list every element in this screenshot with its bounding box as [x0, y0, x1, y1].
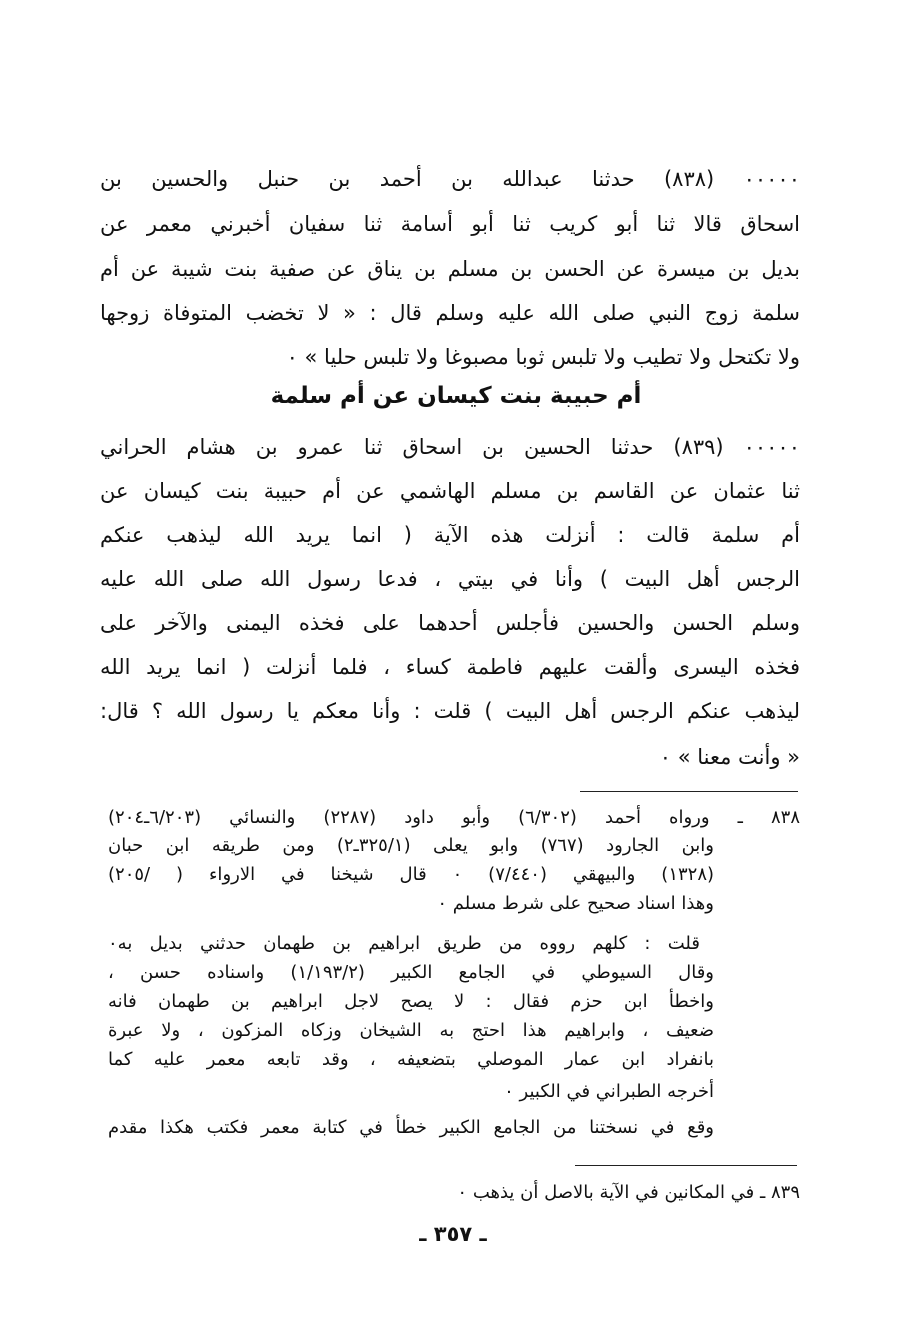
footnote-final-line: وقع في نسختنا من الجامع الكبير خطأ في كتابة معمر فكتب هكذا مقدم [108, 1117, 714, 1138]
footnote-line: وهذا اسناد صحيح على شرط مسلم ٠ [437, 893, 714, 914]
section-heading: أم حبيبة بنت كيسان عن أم سلمة [270, 383, 642, 409]
footnote-839: ٨٣٩ ـ في المكانين في الآية بالاصل أن يذهب ٠ [457, 1182, 800, 1203]
hadith-838-line: بديل بن ميسرة عن الحسن بن مسلم بن يناق عن صفية بنت شيبة عن أم [100, 257, 800, 281]
hadith-839-line: الرجس أهل البيت ) وأنا في بيتي ، فدعا رسول الله صلى الله عليه [100, 567, 800, 591]
footnote-note-line: وقال السيوطي في الجامع الكبير (١/١٩٣/٢) واسناده حسن ، [108, 962, 714, 983]
hadith-839-line: « وأنت معنا » ٠ [659, 745, 800, 769]
footnote-line: وابن الجارود (٧٦٧) وابو يعلى (٣٢٥/١ـ٢) ومن طريقه ابن حبان [108, 835, 714, 856]
hadith-838-line: سلمة زوج النبي صلى الله عليه وسلم قال : « لا تخضب المتوفاة زوجها [100, 301, 800, 325]
hadith-838-line: ٠٠٠٠٠ (٨٣٨) حدثنا عبدالله بن أحمد بن حنبل والحسين بن [100, 167, 800, 191]
footnote-divider-2 [575, 1165, 797, 1166]
hadith-839-line: وسلم الحسن والحسين فأجلس أحدهما على فخذه اليمنى والآخر على [100, 611, 800, 635]
footnote-line: (١٣٢٨) والبيهقي (٧/٤٤٠) ٠ قال شيخنا في الارواء ( /٢٠٥) [108, 864, 715, 885]
hadith-838-line: ولا تكتحل ولا تطيب ولا تلبس ثوبا مصبوغا ولا تلبس حليا » ٠ [286, 345, 800, 369]
footnote-note-line: أخرجه الطبراني في الكبير ٠ [504, 1081, 714, 1102]
hadith-839-line: ليذهب عنكم الرجس أهل البيت ) قلت : وأنا معكم يا رسول الله ؟ قال: [100, 699, 800, 723]
footnote-divider [580, 791, 798, 792]
hadith-839-line: فخذه اليسرى وألقت عليهم فاطمة كساء ، فلما أنزلت ( انما يريد الله [100, 655, 800, 679]
footnote-note-line: قلت : كلهم رووه من طريق ابراهيم بن طهمان حدثني بديل به٠ [108, 933, 700, 954]
page-number: ـ ٣٥٧ ـ [419, 1222, 487, 1246]
hadith-839-line: ٠٠٠٠٠ (٨٣٩) حدثنا الحسين بن اسحاق ثنا عمرو بن هشام الحراني [100, 435, 800, 459]
footnote-note-line: ضعيف ، وابراهيم هذا احتج به الشيخان وزكاه المزكون ، ولا عبرة [108, 1020, 714, 1041]
footnote-note-line: واخطأ ابن حزم فقال : لا يصح لاجل ابراهيم بن طهمان فانه [108, 991, 714, 1012]
hadith-839-line: أم سلمة قالت : أنزلت هذه الآية ( انما يريد الله ليذهب عنكم [100, 523, 800, 547]
footnote-line: ٨٣٨ ـ ورواه أحمد (٦/٣٠٢) وأبو داود (٢٢٨٧) والنسائي (٦/٢٠٣ـ٢٠٤) [108, 807, 801, 828]
hadith-839-line: ثنا عثمان عن القاسم بن مسلم الهاشمي عن أم حبيبة بنت كيسان عن [100, 479, 800, 503]
footnote-note-line: بانفراد ابن عمار الموصلي بتضعيفه ، وقد تابعه معمر عليه كما [108, 1049, 714, 1070]
hadith-838-line: اسحاق قالا ثنا أبو كريب ثنا أبو أسامة ثنا سفيان أخبرني معمر عن [100, 212, 800, 236]
